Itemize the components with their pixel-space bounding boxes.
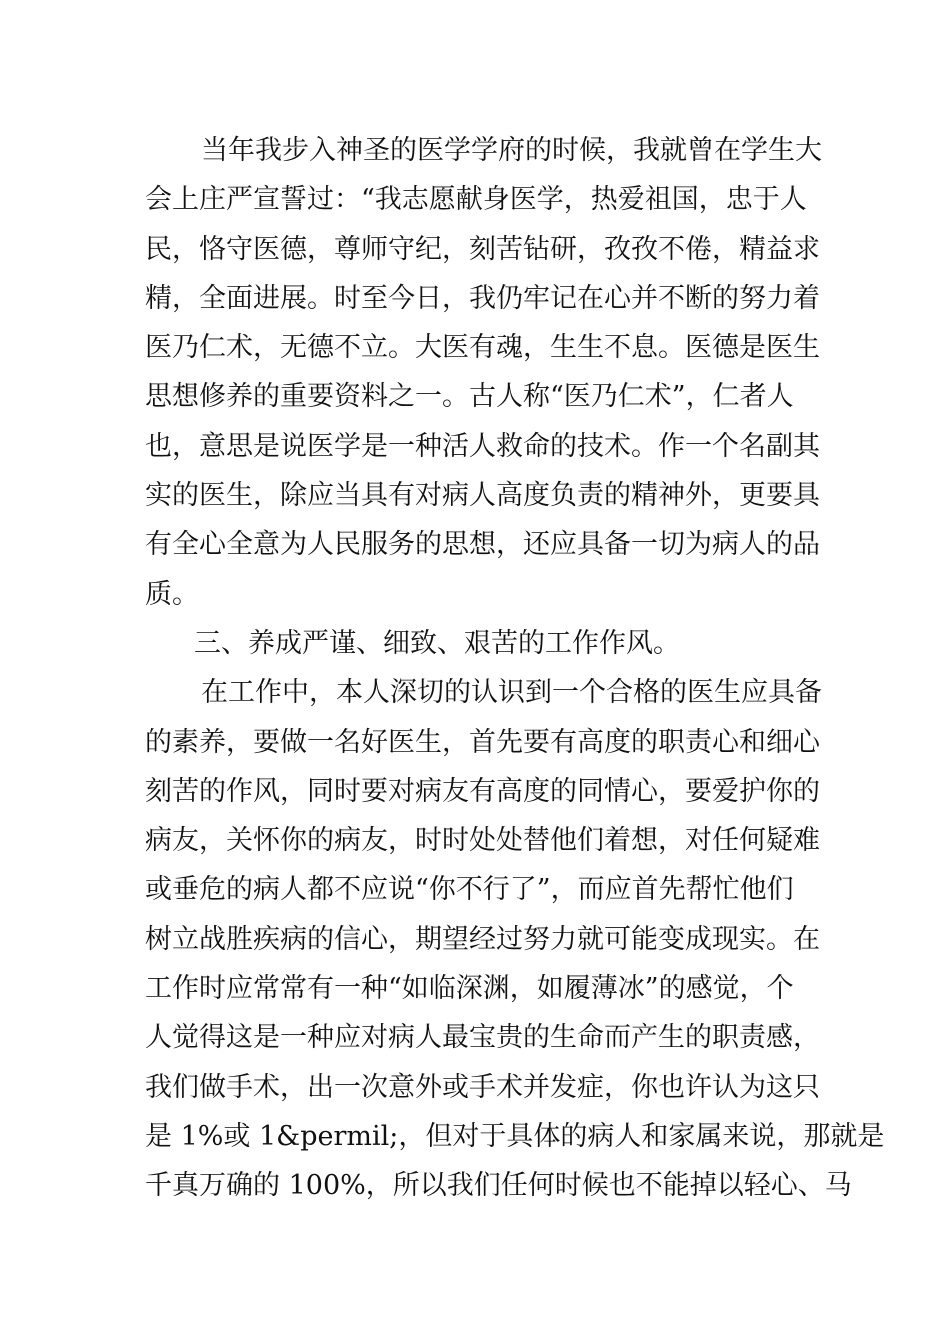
paragraph-line: 思想修养的重要资料之一。古人称“医乃仁术”，仁者人 <box>145 381 794 413</box>
paragraph-line: 会上庄严宣誓过：“我志愿献身医学，热爱祖国，忠于人 <box>145 184 807 216</box>
paragraph-line: 质。 <box>145 578 199 610</box>
paragraph-line: 病友，关怀你的病友，时时处处替他们着想，对任何疑难 <box>145 825 820 857</box>
paragraph-line: 的素养，要做一名好医生，首先要有高度的职责心和细心 <box>145 726 820 758</box>
document-body <box>145 126 885 1211</box>
paragraph-line: 当年我步入神圣的医学学府的时候，我就曾在学生大 <box>201 135 822 166</box>
paragraph-line: 千真万确的 100%，所以我们任何时候也不能掉以轻心、马 <box>145 1170 852 1202</box>
paragraph-line: 树立战胜疾病的信心，期望经过努力就可能变成现实。在 <box>145 923 820 955</box>
paragraph-line: 或垂危的病人都不应说“你不行了”，而应首先帮忙他们 <box>145 874 794 906</box>
paragraph-line: 有全心全意为人民服务的思想，还应具备一切为病人的品 <box>145 529 820 561</box>
paragraph-line: 是 1%或 1&permil;，但对于具体的病人和家属来说，那就是 <box>145 1120 885 1152</box>
paragraph-line: 刻苦的作风，同时要对病友有高度的同情心，要爱护你的 <box>145 775 820 807</box>
paragraph-line: 工作时应常常有一种“如临深渊，如履薄冰”的感觉，个 <box>145 973 794 1005</box>
section-heading: 三、养成严谨、细致、艰苦的工作作风。 <box>194 627 680 659</box>
paragraph-line: 实的医生，除应当具有对病人高度负责的精神外，更要具 <box>145 480 820 512</box>
paragraph-line: 医乃仁术，无德不立。大医有魂，生生不息。医德是医生 <box>145 332 820 364</box>
paragraph-line: 我们做手术，出一次意外或手术并发症，你也许认为这只 <box>145 1071 820 1103</box>
paragraph-line: 也，意思是说医学是一种活人救命的技术。作一个名副其 <box>145 430 820 462</box>
paragraph-line: 民，恪守医德，尊师守纪，刻苦钻研，孜孜不倦，精益求 <box>145 233 820 265</box>
paragraph-line: 精，全面进展。时至今日，我仍牢记在心并不断的努力着 <box>145 282 820 314</box>
paragraph-line: 在工作中，本人深切的认识到一个合格的医生应具备 <box>201 677 822 709</box>
paragraph-line: 人觉得这是一种应对病人最宝贵的生命而产生的职责感， <box>145 1022 820 1054</box>
